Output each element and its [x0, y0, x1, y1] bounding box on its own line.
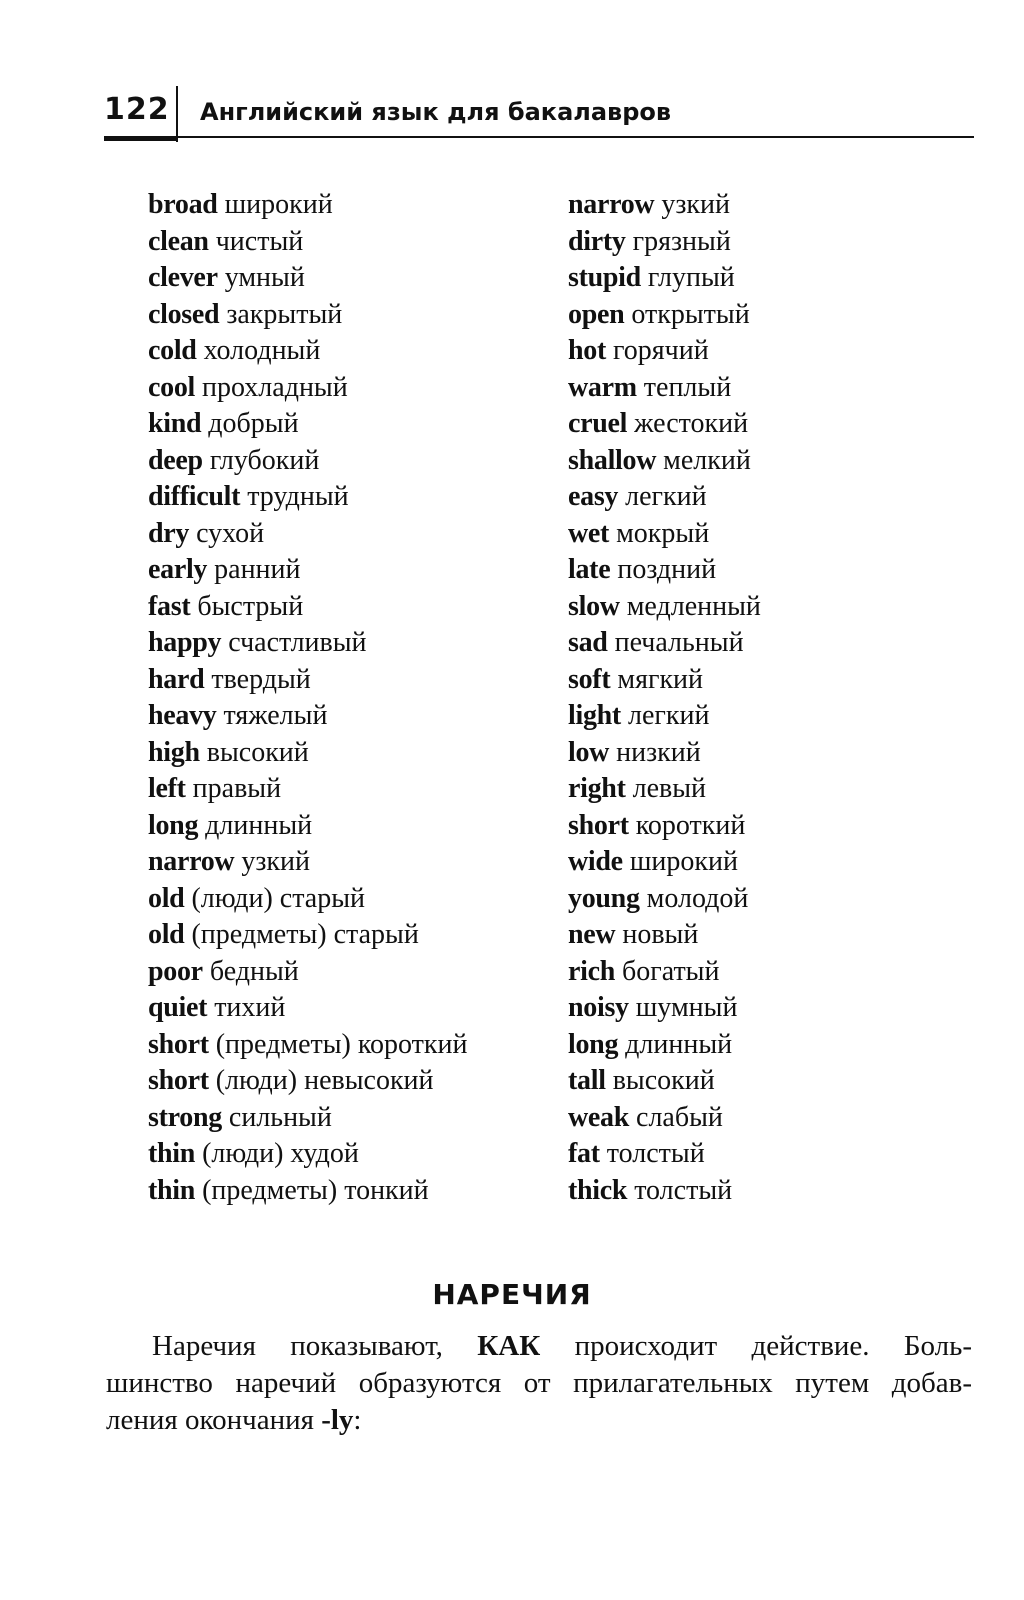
english-word: shallow: [568, 444, 657, 476]
english-word: old: [148, 919, 185, 950]
russian-translation: добрый: [208, 408, 299, 439]
english-word: hot: [568, 335, 606, 366]
english-word: thin: [148, 1174, 196, 1206]
vocabulary-entry: [568, 1063, 761, 1100]
vocabulary-entry: [568, 1136, 761, 1173]
russian-translation: сухой: [196, 517, 265, 549]
vocabulary-entry: [148, 260, 468, 297]
russian-translation: узкий: [241, 846, 310, 877]
english-word: short: [148, 1065, 209, 1096]
russian-translation: трудный: [247, 481, 349, 512]
russian-translation: глупый: [647, 262, 735, 293]
vocabulary-entry: [568, 370, 761, 407]
russian-translation: толстый: [634, 1174, 733, 1206]
russian-translation: толстый: [606, 1138, 705, 1169]
russian-translation: богатый: [622, 955, 720, 987]
english-word: cruel: [568, 408, 628, 439]
vocabulary-entry: [148, 844, 468, 881]
vocabulary-entry: [148, 224, 468, 261]
vocabulary-entry: [148, 516, 468, 553]
vocabulary-entry: [568, 1100, 761, 1137]
vocabulary-entry: [148, 1136, 468, 1173]
russian-translation: глубокий: [209, 444, 320, 476]
english-word: easy: [568, 481, 619, 512]
english-word: narrow: [568, 189, 655, 220]
russian-translation: узкий: [661, 189, 730, 220]
english-word: hard: [148, 663, 205, 695]
vocabulary-entry: [568, 187, 761, 224]
english-word: cool: [148, 371, 196, 403]
russian-translation: левый: [632, 773, 707, 804]
russian-translation: (люди) невысокий: [215, 1065, 434, 1096]
vocabulary-entry: [148, 297, 468, 334]
russian-translation: холодный: [203, 335, 321, 366]
english-word: fast: [148, 590, 191, 622]
english-word: right: [568, 773, 626, 804]
vocabulary-entry: [568, 260, 761, 297]
vocabulary-entry: [568, 552, 761, 589]
vocabulary-entry: [148, 881, 468, 918]
russian-translation: жестокий: [634, 408, 749, 439]
english-word: thick: [568, 1174, 628, 1206]
paragraph-text: происходит действие. Боль-: [540, 1330, 972, 1362]
english-word: old: [148, 882, 185, 914]
vocabulary-entry: [568, 844, 761, 881]
russian-translation: закрытый: [226, 298, 343, 330]
english-word: broad: [148, 189, 218, 220]
vocabulary-entry: [568, 224, 761, 261]
vocabulary-entry: [568, 954, 761, 991]
english-word: clever: [148, 262, 218, 293]
running-header: [104, 86, 974, 138]
vocabulary-entry: [568, 771, 761, 808]
vocabulary-entry: [148, 589, 468, 626]
russian-translation: (предметы) короткий: [215, 1028, 468, 1060]
russian-translation: поздний: [617, 554, 717, 585]
english-word: dry: [148, 517, 190, 549]
russian-translation: прохладный: [202, 371, 348, 403]
english-word: weak: [568, 1101, 630, 1133]
english-word: thin: [148, 1138, 196, 1169]
page-number: 122: [104, 92, 170, 127]
paragraph-text: :: [353, 1404, 362, 1436]
header-divider: [176, 86, 178, 142]
russian-translation: твердый: [211, 663, 311, 695]
russian-translation: бедный: [209, 955, 299, 987]
vocabulary-entry: [568, 443, 761, 480]
english-word: sad: [568, 627, 608, 658]
vocabulary-entry: [148, 479, 468, 516]
english-word: difficult: [148, 481, 241, 512]
vocabulary-entry: [568, 662, 761, 699]
russian-translation: легкий: [625, 481, 707, 512]
vocabulary-entry: [568, 406, 761, 443]
english-word: late: [568, 554, 611, 585]
english-word: tall: [568, 1065, 606, 1096]
paragraph-suffix: -ly: [321, 1404, 354, 1436]
english-word: heavy: [148, 700, 217, 731]
paragraph-emphasis: КАК: [477, 1330, 541, 1362]
english-word: happy: [148, 627, 222, 658]
english-word: slow: [568, 590, 620, 622]
russian-translation: широкий: [224, 189, 333, 220]
english-word: wet: [568, 517, 610, 549]
russian-translation: низкий: [616, 736, 701, 768]
russian-translation: шумный: [635, 992, 738, 1023]
vocabulary-entry: [148, 1027, 468, 1064]
russian-translation: медленный: [626, 590, 761, 622]
russian-translation: счастливый: [228, 627, 367, 658]
vocabulary-column-right: [568, 187, 761, 1209]
russian-translation: сильный: [228, 1101, 332, 1133]
english-word: high: [148, 736, 200, 768]
russian-translation: мелкий: [663, 444, 751, 476]
english-word: soft: [568, 663, 611, 695]
russian-translation: высокий: [206, 736, 309, 768]
russian-translation: ранний: [214, 554, 301, 585]
vocabulary-entry: [148, 698, 468, 735]
russian-translation: мягкий: [617, 663, 704, 695]
vocabulary-entry: [148, 1063, 468, 1100]
english-word: left: [148, 773, 186, 804]
vocabulary-entry: [148, 370, 468, 407]
english-word: dirty: [568, 225, 626, 257]
vocabulary-entry: [568, 297, 761, 334]
russian-translation: тяжелый: [223, 700, 328, 731]
english-word: rich: [568, 955, 616, 987]
english-word: long: [568, 1028, 619, 1060]
vocabulary-entry: [148, 917, 468, 954]
running-title: Английский язык для бакалавров: [200, 98, 672, 126]
russian-translation: чистый: [215, 225, 304, 257]
page-number-rule: [104, 136, 176, 141]
vocabulary-entry: [148, 808, 468, 845]
russian-translation: открытый: [631, 298, 750, 330]
vocabulary-entry: [568, 1027, 761, 1064]
vocabulary-entry: [568, 698, 761, 735]
english-word: open: [568, 298, 625, 330]
russian-translation: длинный: [625, 1028, 733, 1060]
english-word: wide: [568, 846, 623, 877]
english-word: closed: [148, 298, 220, 330]
russian-translation: высокий: [612, 1065, 715, 1096]
english-word: light: [568, 700, 621, 731]
russian-translation: правый: [192, 773, 282, 804]
english-word: short: [148, 1028, 209, 1060]
english-word: long: [148, 809, 199, 841]
vocabulary-column-left: [148, 187, 468, 1209]
russian-translation: легкий: [627, 700, 710, 731]
english-word: short: [568, 809, 629, 841]
english-word: stupid: [568, 262, 641, 293]
vocabulary-entry: [148, 735, 468, 772]
english-word: narrow: [148, 846, 235, 877]
vocabulary-entry: [568, 479, 761, 516]
vocabulary-entry: [148, 662, 468, 699]
english-word: low: [568, 736, 610, 768]
vocabulary-entry: [148, 406, 468, 443]
russian-translation: тихий: [214, 992, 286, 1023]
russian-translation: мокрый: [616, 517, 710, 549]
vocabulary-entry: [568, 881, 761, 918]
russian-translation: короткий: [635, 809, 746, 841]
english-word: quiet: [148, 992, 208, 1023]
vocabulary-entry: [148, 187, 468, 224]
vocabulary-entry: [568, 625, 761, 662]
russian-translation: длинный: [205, 809, 313, 841]
russian-translation: грязный: [632, 225, 731, 257]
russian-translation: (люди) старый: [191, 882, 366, 914]
english-word: early: [148, 554, 208, 585]
paragraph-line: шинство наречий образуются от прилагательных путем добав-: [106, 1367, 972, 1399]
vocabulary-entry: [148, 1173, 468, 1210]
english-word: warm: [568, 371, 637, 403]
russian-translation: широкий: [629, 846, 738, 877]
english-word: new: [568, 919, 616, 950]
vocabulary-entry: [148, 954, 468, 991]
vocabulary-entry: [568, 990, 761, 1027]
english-word: deep: [148, 444, 203, 476]
russian-translation: новый: [622, 919, 699, 950]
russian-translation: горячий: [613, 335, 709, 366]
english-word: young: [568, 882, 640, 914]
vocabulary-entry: [148, 443, 468, 480]
russian-translation: теплый: [643, 371, 732, 403]
russian-translation: умный: [224, 262, 305, 293]
section-paragraph: [106, 1328, 972, 1439]
vocabulary-entry: [568, 735, 761, 772]
section-heading: НАРЕЧИЯ: [432, 1278, 592, 1311]
russian-translation: слабый: [636, 1101, 723, 1133]
russian-translation: (люди) худой: [202, 1138, 359, 1169]
english-word: poor: [148, 955, 203, 987]
vocabulary-entry: [148, 625, 468, 662]
vocabulary-entry: [568, 917, 761, 954]
english-word: cold: [148, 335, 197, 366]
vocabulary-entry: [148, 990, 468, 1027]
russian-translation: (предметы) старый: [191, 919, 419, 950]
vocabulary-entry: [568, 808, 761, 845]
paragraph-text: ления окончания: [106, 1404, 322, 1436]
english-word: clean: [148, 225, 209, 257]
english-word: noisy: [568, 992, 629, 1023]
vocabulary-entry: [148, 1100, 468, 1137]
vocabulary-entry: [568, 589, 761, 626]
vocabulary-entry: [148, 771, 468, 808]
vocabulary-entry: [568, 333, 761, 370]
vocabulary-entry: [148, 333, 468, 370]
english-word: kind: [148, 408, 202, 439]
russian-translation: печальный: [614, 627, 744, 658]
vocabulary-entry: [568, 516, 761, 553]
russian-translation: быстрый: [197, 590, 304, 622]
paragraph-line: [106, 1402, 972, 1439]
russian-translation: (предметы) тонкий: [202, 1174, 429, 1206]
vocabulary-entry: [148, 552, 468, 589]
vocabulary-entry: [568, 1173, 761, 1210]
english-word: strong: [148, 1101, 222, 1133]
english-word: fat: [568, 1138, 600, 1169]
paragraph-line: [106, 1328, 972, 1365]
russian-translation: молодой: [646, 882, 749, 914]
paragraph-text: Наречия показывают,: [152, 1330, 478, 1362]
